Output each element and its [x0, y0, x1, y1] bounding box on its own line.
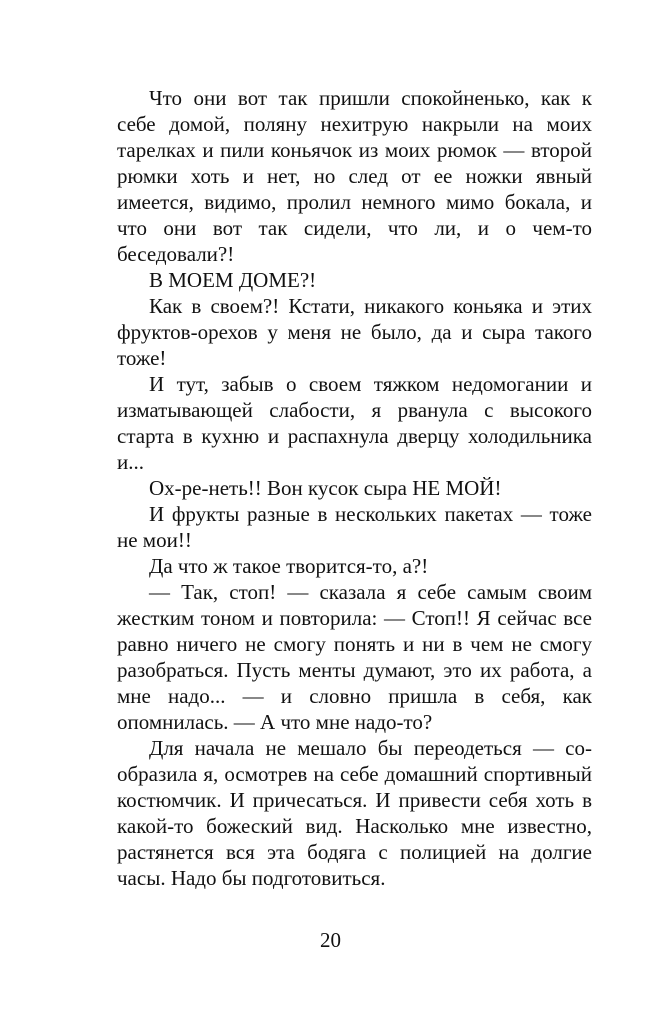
- paragraph: И фрукты разные в нескольких пакетах — тоже не мои!!: [117, 502, 592, 552]
- paragraph: Что они вот так пришли спокойненько, как к себе домой, поляну нехитрую накрыли на моих тарелках и пили коньячок из моих рюмок — второй рюмки хоть и нет, но след от ее ножки явный имеется, видимо, пролил немного мимо бокала, и что они вот так сидели, что ли, и о чем-то беседовали?!: [117, 86, 592, 266]
- paragraph: И тут, забыв о своем тяжком недомогании и изматывающей слабости, я рванула с высокого старта в кухню и распахнула дверцу холодильника и...: [117, 372, 592, 474]
- paragraph: Как в своем?! Кстати, никакого коньяка и этих фруктов-орехов у меня не было, да и сыра такого тоже!: [117, 294, 592, 370]
- page-number: 20: [320, 928, 341, 952]
- paragraph: Для начала не мешало бы переодеться — сообразила я, осмотрев на себе домашний спортивный костюмчик. И причесаться. И привести себя хоть в какой-то божеский вид. Насколько мне известно, растянется вся эта бодяга с полицией на долгие часы. Надо бы подготовиться.: [117, 736, 592, 890]
- paragraph: Ох-ре-неть!! Вон кусок сыра НЕ МОЙ!: [149, 476, 502, 500]
- body-text: [117, 85, 592, 891]
- paragraph: — Так, стоп! — сказала я себе самым своим жестким тоном и повторила: — Стоп!! Я сейчас все равно ничего не смогу понять и ни в чем не смогу разобраться. Пусть менты думают, это их работа, а мне надо... — и словно пришла в себя, как опомнилась. — А что мне надо-то?: [117, 580, 592, 734]
- paragraph: Да что ж такое творится-то, а?!: [149, 554, 429, 578]
- paragraph: В МОЕМ ДОМЕ?!: [149, 268, 317, 292]
